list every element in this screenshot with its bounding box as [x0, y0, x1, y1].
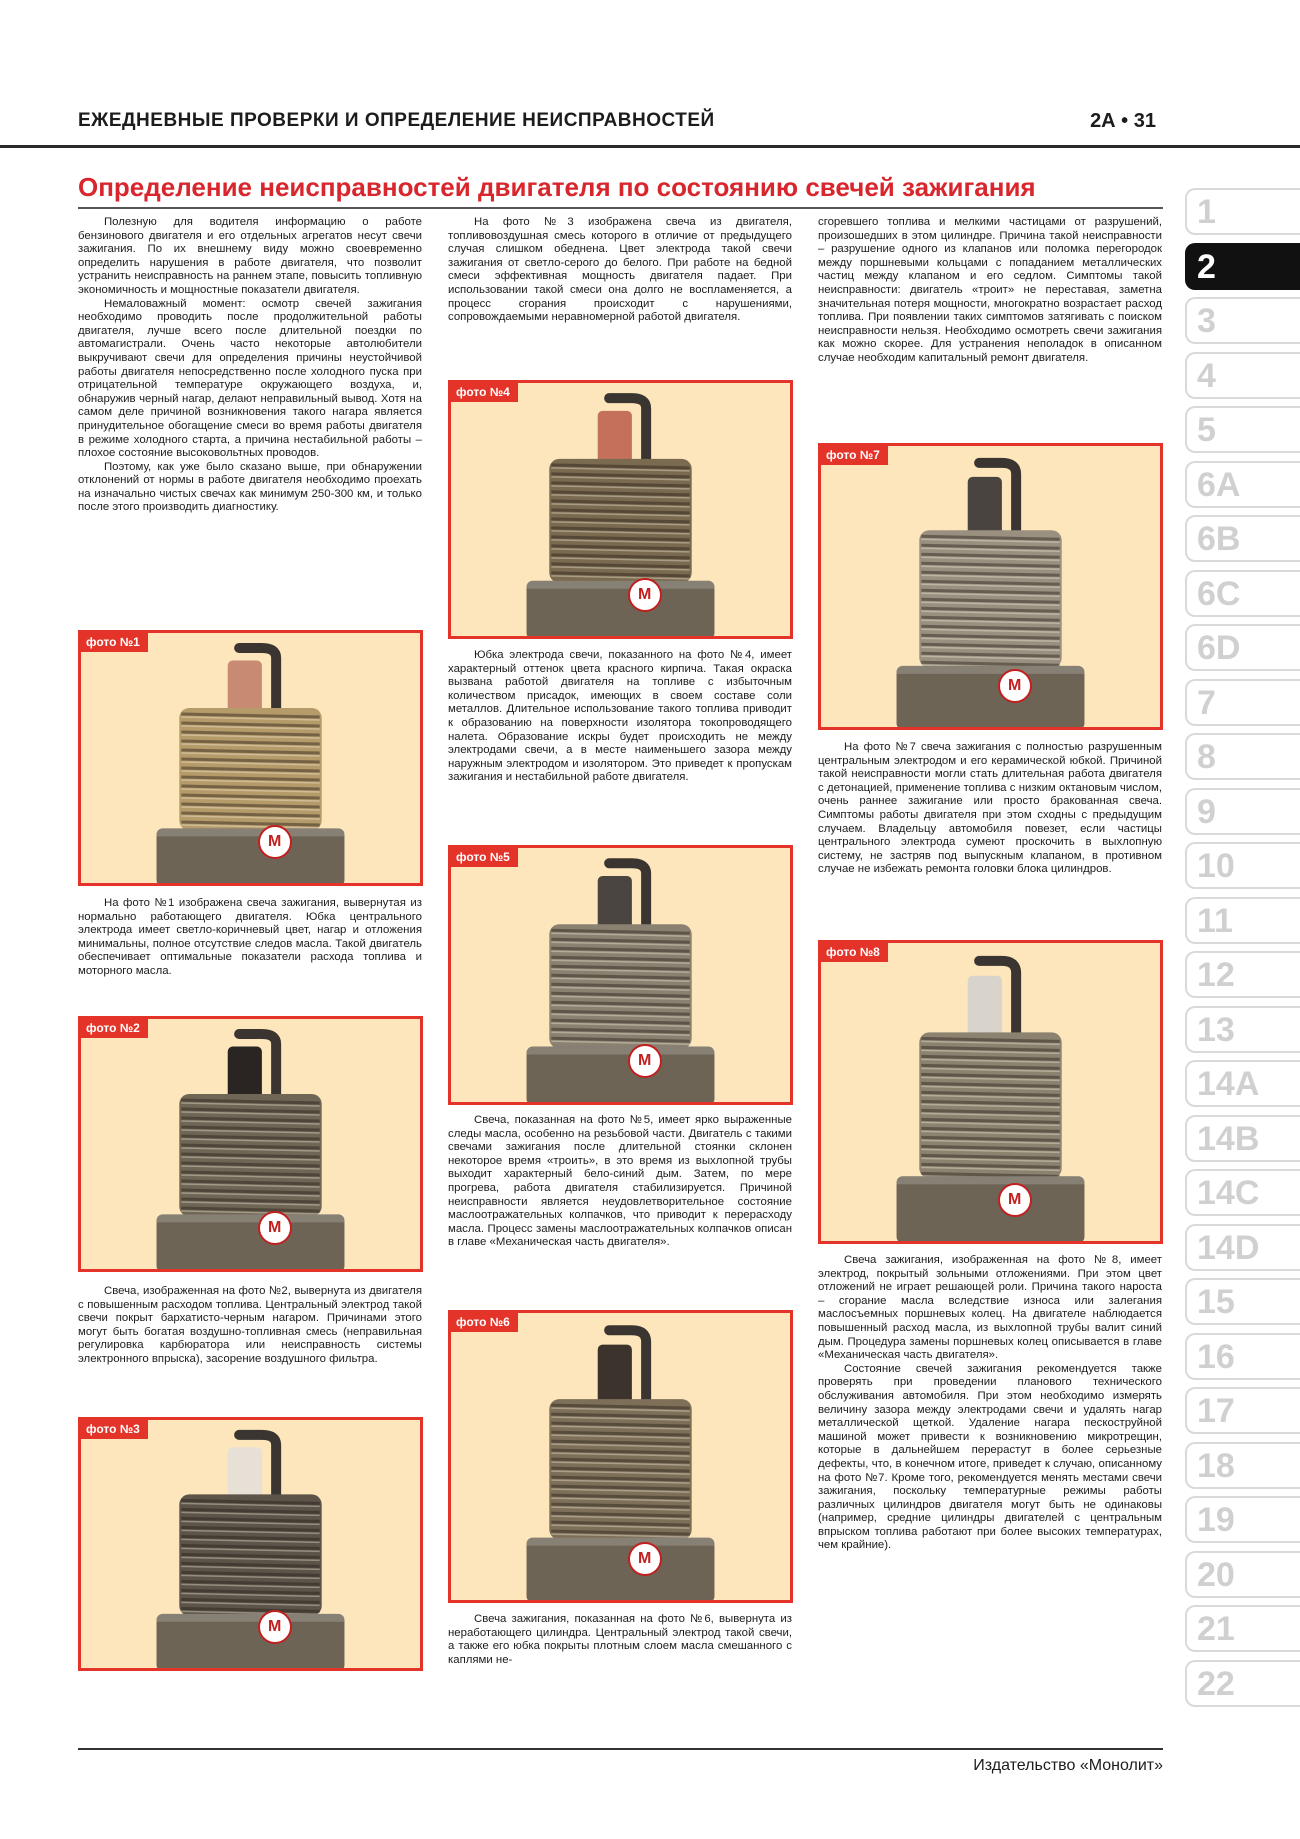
paragraph: На фото №3 изображена свеча из двигателя, топливовоздушная смесь которого в отличие от предыдущего случая слишком обеднена. Цвет электрода такой свечи зажигания от светло-серого до белого. При работе на бедной смеси эффективная мощность двигателя падает. При использовании такой смеси она долго не воспламеняется, а процесс сгорания происходит с нарушениями, сопровождаемыми неравномерной работой двигателя. [448, 216, 792, 324]
chapter-tab-13[interactable]: 13 [1185, 1006, 1300, 1053]
photo-label: фото №5 [451, 848, 518, 867]
spark-plug-image [451, 848, 790, 1102]
paragraph: На фото №7 свеча зажигания с полностью разрушенным центральным электродом и его керамической юбкой. Причиной такой неисправности могли стать длительная работа двигателя с детонацией, применение топлива с низким октановым числом, очень раннее зажигание или просто бракованная свеча. Симптомы работы двигателя при этом сходны с предыдущим случаем. Владельцу автомобиля повезет, если частицы центрального электрода сумеют проскочить в выхлопную систему, не застряв под выпускным клапаном, в противном случае не избежать ремонта головки блока цилиндров. [818, 741, 1162, 876]
chapter-tab-14D[interactable]: 14D [1185, 1224, 1300, 1271]
chapter-tab-10[interactable]: 10 [1185, 842, 1300, 889]
paragraph: Свеча, изображенная на фото №2, вывернута из двигателя с повышенным расходом топлива. Центральный электрод такой свечи покрыт бархатисто-черным нагаром. Причинами этого могут быть богатая воздушно-топливная смесь (неправильная регулировка карбюратора или неисправность системы электронного впрыска), засорение воздушного фильтра. [78, 1285, 422, 1365]
col2-text4 [448, 649, 792, 785]
chapter-tab-12[interactable]: 12 [1185, 951, 1300, 998]
chapter-tab-22[interactable]: 22 [1185, 1660, 1300, 1707]
photo-label: фото №8 [821, 943, 888, 962]
chapter-tab-4[interactable]: 4 [1185, 352, 1300, 399]
chapter-tab-20[interactable]: 20 [1185, 1551, 1300, 1598]
chapter-tab-6D[interactable]: 6D [1185, 624, 1300, 671]
chapter-tab-18[interactable]: 18 [1185, 1442, 1300, 1489]
chapter-tab-7[interactable]: 7 [1185, 679, 1300, 726]
photo-label: фото №6 [451, 1313, 518, 1332]
chapter-tabs [1185, 188, 1300, 1714]
header-rule [0, 145, 1300, 148]
paragraph: Немаловажный момент: осмотр свечей зажигания необходимо проводить после продолжительной работы двигателя, лучше всего после длительной поездки по автомагистрали. Очень часто некоторые автолюбители выкручивают свечи для определения причины неустойчивой работы двигателя непосредственно после холодного пуска при отрицательной температуре окружающего воздуха, и, обнаружив черный нагар, делают неправильный вывод. Хотя на самом деле причиной возникновения такого нагара является принудительное обогащение смеси во время работы двигателя в режиме холодного старта, а причина нестабильной работы – плохое состояние высоковольтных проводов. [78, 297, 422, 460]
page-number: 2А • 31 [1090, 110, 1156, 132]
col1-text1 [78, 897, 422, 979]
spark-plug-image [821, 943, 1160, 1241]
spark-plug-image [81, 1420, 420, 1668]
paragraph: Полезную для водителя информацию о работе бензинового двигателя и его отдельных агрегатов несут свечи зажигания. По их внешнему виду можно своевременно определить нарушения в работе двигателя, что позволит устранить неисправность на раннем этапе, повысить топливную экономичность и мощностные показатели двигателя. [78, 216, 422, 296]
spark-plug-image [81, 633, 420, 883]
spark-plug-image [451, 383, 790, 636]
chapter-tab-8[interactable]: 8 [1185, 733, 1300, 780]
photo-5 [448, 845, 793, 1105]
paragraph: Поэтому, как уже было сказано выше, при обнаружении отклонений от нормы в работе двигателя необходимо проехать на изначально чистых свечах как минимум 250-300 км, и только после этого производить диагностику. [78, 460, 422, 514]
chapter-tab-14С[interactable]: 14С [1185, 1169, 1300, 1216]
chapter-tab-14А[interactable]: 14А [1185, 1060, 1300, 1107]
photo-7 [818, 443, 1163, 730]
chapter-tab-1[interactable]: 1 [1185, 188, 1300, 235]
publisher-logo: М [628, 578, 662, 612]
photo-label: фото №4 [451, 383, 518, 402]
chapter-title: ЕЖЕДНЕВНЫЕ ПРОВЕРКИ И ОПРЕДЕЛЕНИЕ НЕИСПРАВНОСТЕЙ [78, 110, 715, 131]
col3-text8 [818, 1254, 1162, 1553]
chapter-tab-16[interactable]: 16 [1185, 1333, 1300, 1380]
publisher-logo: М [258, 1211, 292, 1245]
chapter-tab-19[interactable]: 19 [1185, 1496, 1300, 1543]
publisher-logo: М [628, 1044, 662, 1078]
publisher-logo: М [258, 1610, 292, 1644]
col2-text5 [448, 1114, 792, 1250]
col3-text7 [818, 741, 1162, 877]
chapter-tab-17[interactable]: 17 [1185, 1387, 1300, 1434]
photo-4 [448, 380, 793, 639]
spark-plug-image [821, 446, 1160, 727]
photo-label: фото №3 [81, 1420, 148, 1439]
photo-2 [78, 1016, 423, 1272]
photo-3 [78, 1417, 423, 1671]
chapter-tab-3[interactable]: 3 [1185, 297, 1300, 344]
publisher-logo: М [998, 1183, 1032, 1217]
spark-plug-image [451, 1313, 790, 1600]
chapter-tab-14В[interactable]: 14В [1185, 1115, 1300, 1162]
publisher-footer: Издательство «Монолит» [973, 1757, 1163, 1774]
paragraph: На фото №1 изображена свеча зажигания, вывернутая из нормально работающего двигателя. Юбка центрального электрода имеет светло-коричневый цвет, нагар и отложения минимальны, полное отсутствие следов масла. Такой двигатель обеспечивает оптимальные показатели расхода топлива и моторного масла. [78, 897, 422, 977]
col1-intro [78, 216, 422, 515]
chapter-tab-11[interactable]: 11 [1185, 897, 1300, 944]
photo-1 [78, 630, 423, 886]
photo-8 [818, 940, 1163, 1244]
chapter-tab-6С[interactable]: 6С [1185, 570, 1300, 617]
page-header [78, 108, 1156, 138]
chapter-tab-5[interactable]: 5 [1185, 406, 1300, 453]
section-title: Определение неисправностей двигателя по состоянию свечей зажигания [78, 172, 1036, 202]
paragraph: Свеча, показанная на фото №5, имеет ярко выраженные следы масла, особенно на резьбовой части. Двигатель с такими свечами зажигания после длительной стоянки склонен некоторое время «троить», в это время из выхлопной трубы выходит характерный бело-синий дым. Затем, по мере прогрева, работа двигателя стабилизируется. Причиной неисправности является неудовлетворительное состояние маслоотражательных колпачков, что приводит к перерасходу масла. Процесс замены маслоотражательных колпачков описан в главе «Механическая часть двигателя». [448, 1114, 792, 1249]
footer-rule [78, 1748, 1163, 1750]
photo-label: фото №7 [821, 446, 888, 465]
photo-label: фото №1 [81, 633, 148, 652]
col2-text6 [448, 1613, 792, 1667]
spark-plug-image [81, 1019, 420, 1269]
chapter-tab-9[interactable]: 9 [1185, 788, 1300, 835]
photo-6 [448, 1310, 793, 1603]
paragraph: Состояние свечей зажигания рекомендуется также проверять при проведении планового технического обслуживания автомобиля. При этом необходимо измерять величину зазора между электродами свечи и удалять нагар металлической щеткой. Удаление нагара пескоструйной машиной может привести к возникновению микротрещин, которые в дальнейшем перерастут в более серьезные дефекты, что, в конечном итоге, приведет к случаю, описанному на фото №7. Кроме того, рекомендуется менять местами свечи зажигания, поскольку температурные режимы работы различных цилиндров двигателя могут быть не одинаковы (например, средние цилиндры двигателей с центральным впрыском топлива работают при более высоких температурах, чем крайние). [818, 1362, 1162, 1552]
col2-text3 [448, 216, 792, 325]
chapter-tab-15[interactable]: 15 [1185, 1278, 1300, 1325]
chapter-tab-21[interactable]: 21 [1185, 1605, 1300, 1652]
chapter-tab-6А[interactable]: 6А [1185, 461, 1300, 508]
chapter-tab-2[interactable]: 2 [1185, 243, 1300, 290]
paragraph: Юбка электрода свечи, показанного на фото №4, имеет характерный оттенок цвета красного кирпича. Такая окраска вызвана работой двигателя на топливе с избыточным количеством присадок, имеющих в своем составе соли металлов. Длительное использование такого топлива приводит к образованию на поверхности изолятора токопроводящего налета. Образование искры будет происходить не между электродами свечи, а в месте наименьшего зазора между наружным электродом и изолятором. Это приведет к пропускам зажигания и нестабильной работе двигателя. [448, 649, 792, 784]
section-rule [78, 207, 1163, 209]
col3-text6-cont [818, 216, 1162, 366]
chapter-tab-6В[interactable]: 6В [1185, 515, 1300, 562]
paragraph: Свеча зажигания, изображенная на фото №8, имеет электрод, покрытый зольными отложениями. При этом цвет отложений не играет решающей роли. Причина такого нароста – сгорание масла вследствие износа или залегания маслосъемных поршневых колец. На двигателе наблюдается повышенный расход масла, из выхлопной трубы валит синий дым. Процедура замены поршневых колец описывается в главе «Механическая часть двигателя». [818, 1254, 1162, 1362]
publisher-logo: М [998, 669, 1032, 703]
publisher-logo: М [628, 1542, 662, 1576]
publisher-logo: М [258, 825, 292, 859]
photo-label: фото №2 [81, 1019, 148, 1038]
paragraph: Свеча зажигания, показанная на фото №6, вывернута из неработающего цилиндра. Центральный электрод такой свечи, а также его юбка покрыты плотным слоем масла смешанного с каплями не- [448, 1613, 792, 1666]
paragraph: сгоревшего топлива и мелкими частицами от разрушений, произошедших в этом цилиндре. Причина такой неисправности – разрушение одного из клапанов или поломка перегородок между поршневыми кольцами с попаданием металлических частиц между клапаном и его седлом. Симптомы такой неисправности: двигатель «троит» не переставая, заметна значительная потеря мощности, многократно возрастает расход топлива. При появлении таких симптомов затягивать с поиском неисправности нельзя. Необходимо осмотреть свечи зажигания как можно скорее. Для устранения неполадок в описанном случае необходим капитальный ремонт двигателя. [818, 216, 1162, 364]
col1-text2 [78, 1285, 422, 1367]
